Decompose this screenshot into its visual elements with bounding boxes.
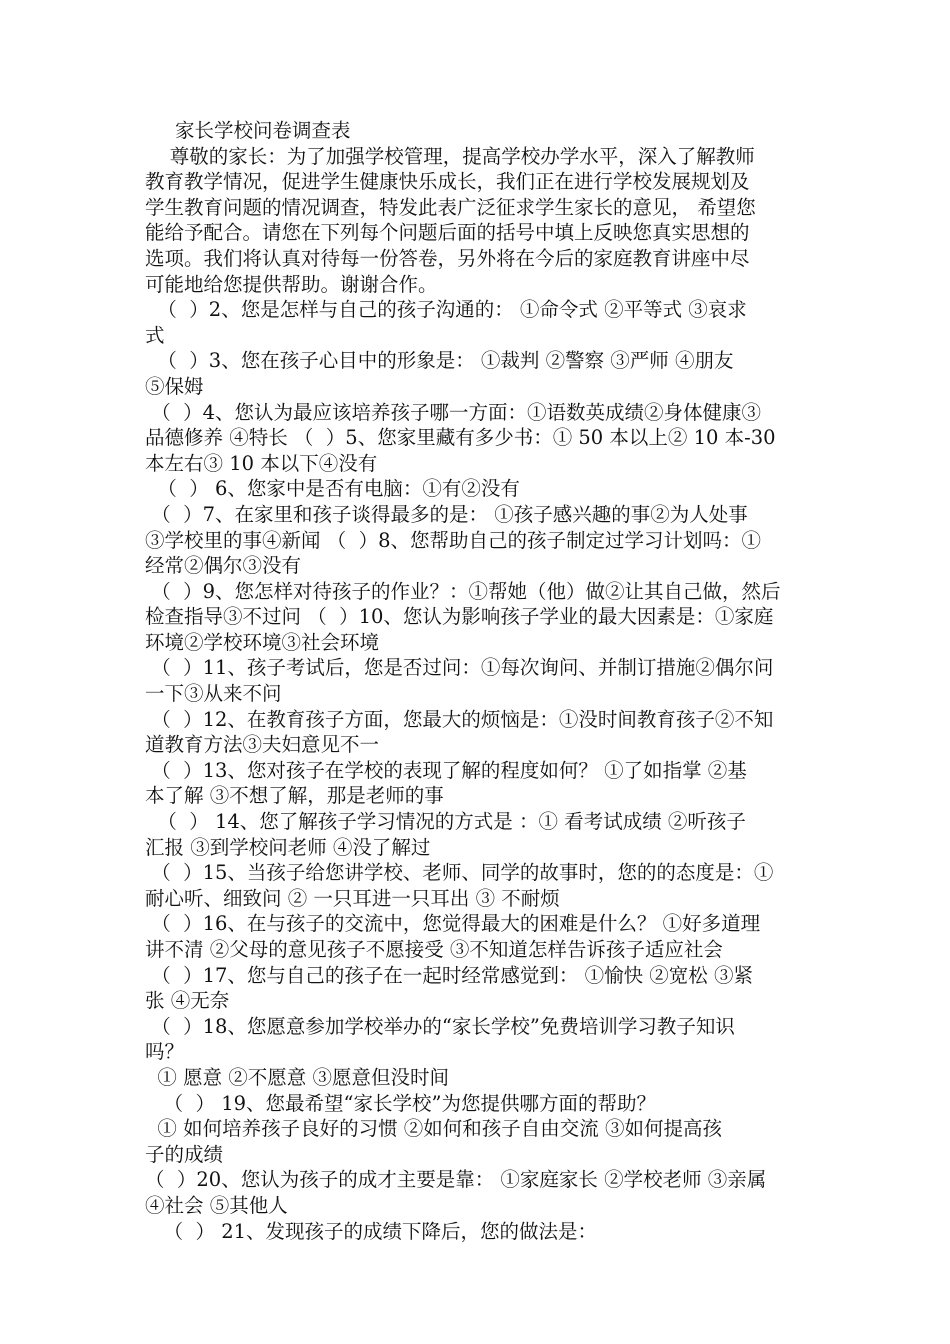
text-line: 本左右③ 10 本以下④没有 (145, 451, 378, 475)
text-line: 子的成绩 (145, 1142, 224, 1166)
text-line: ③学校里的事④新闻 （ ）8、您帮助自己的孩子制定过学习计划吗：① (145, 528, 762, 552)
document-body (145, 144, 807, 1245)
text-line: （ ）20、您认为孩子的成才主要是靠： ①家庭家长 ②学校老师 ③亲属 (145, 1168, 767, 1192)
text-line: 道教育方法③夫妇意见不一 (145, 733, 380, 757)
text-line: 式 (145, 323, 165, 347)
text-line: （ ）12、在教育孩子方面，您最大的烦恼是：①没时间教育孩子②不知 (145, 707, 774, 731)
text-line: 学生教育问题的情况调查，特发此表广泛征求学生家长的意见， 希望您 (145, 195, 756, 219)
text-line: （ ） 14、您了解孩子学习情况的方式是 ：① 看考试成绩 ②听孩子 (145, 810, 746, 834)
text-line: 汇报 ③到学校问老师 ④没了解过 (145, 835, 431, 859)
text-line: （ ）15、当孩子给您讲学校、老师、同学的故事时，您的的态度是：① (145, 861, 774, 885)
text-line: （ ）13、您对孩子在学校的表现了解的程度如何？ ①了如指掌 ②基 (145, 758, 747, 782)
text-line: 选项。我们将认真对待每一份答卷，另外将在今后的家庭教育讲座中尽 (145, 246, 750, 270)
text-line: 吗？ (145, 1040, 185, 1064)
text-line: 经常②偶尔③没有 (145, 554, 302, 578)
document-title: 家长学校问卷调查表 (175, 119, 351, 142)
text-line: （ ）17、您与自己的孩子在一起时经常感觉到： ①愉快 ②宽松 ③紧 (145, 963, 754, 987)
text-line: 教育教学情况，促进学生健康快乐成长，我们正在进行学校发展规划及 (145, 170, 750, 194)
text-line: （ ）2、您是怎样与自己的孩子沟通的： ①命令式 ②平等式 ③哀求 (145, 298, 747, 322)
text-line: （ ）9、您怎样对待孩子的作业？：①帮她（他）做②让其自己做，然后 (145, 579, 781, 603)
text-line: 讲不清 ②父母的意见孩子不愿接受 ③不知道怎样告诉孩子适应社会 (145, 938, 723, 961)
text-line: 耐心听、细致问 ② 一只耳进一只耳出 ③ 不耐烦 (145, 886, 560, 910)
text-line: 一下③从来不问 (145, 682, 282, 706)
text-line: 尊敬的家长：为了加强学校管理，提高学校办学水平，深入了解教师 (145, 144, 755, 168)
text-line: 品德修养 ④特长 （ ）5、您家里藏有多少书：① 50 本以上② 10 本-30 (145, 426, 776, 450)
text-line: （ ）7、在家里和孩子谈得最多的是： ①孩子感兴趣的事②为人处事 (145, 502, 748, 526)
text-line: ① 如何培养孩子良好的习惯 ②如何和孩子自由交流 ③如何提高孩 (145, 1117, 722, 1141)
text-line: ① 愿意 ②不愿意 ③愿意但没时间 (145, 1065, 449, 1089)
text-line: （ ）11、孩子考试后，您是否过问：①每次询问、并制订措施②偶尔问 (145, 656, 774, 680)
text-line: 张 ④无奈 (145, 989, 230, 1013)
text-line: （ ） 19、您最希望“家长学校”为您提供哪方面的帮助？ (145, 1091, 656, 1115)
text-line: （ ） 21、发现孩子的成绩下降后，您的做法是： (145, 1219, 598, 1243)
document-page (145, 118, 807, 1244)
text-line: （ ）3、您在孩子心目中的形象是： ①裁判 ②警察 ③严师 ④朋友 (145, 349, 734, 373)
text-line: ④社会 ⑤其他人 (145, 1193, 288, 1217)
text-line: ⑤保姆 (145, 374, 204, 398)
text-line: （ ） 6、您家中是否有电脑：①有②没有 (145, 477, 520, 501)
text-line: （ ）16、在与孩子的交流中，您觉得最大的困难是什么？ ①好多道理 (145, 912, 761, 936)
text-line: 能给予配合。请您在下列每个问题后面的括号中填上反映您真实思想的 (145, 221, 750, 245)
text-line: （ ）18、您愿意参加学校举办的“家长学校”免费培训学习教子知识 (145, 1014, 735, 1038)
text-line: 可能地给您提供帮助。谢谢合作。 (145, 272, 438, 296)
text-line: （ ）4、您认为最应该培养孩子哪一方面：①语数英成绩②身体健康③ (145, 400, 762, 424)
text-line: 本了解 ③不想了解，那是老师的事 (145, 784, 444, 808)
text-line: 检查指导③不过问 （ ）10、您认为影响孩子学业的最大因素是：①家庭 (145, 605, 774, 629)
text-line: 环境②学校环境③社会环境 (145, 630, 380, 654)
